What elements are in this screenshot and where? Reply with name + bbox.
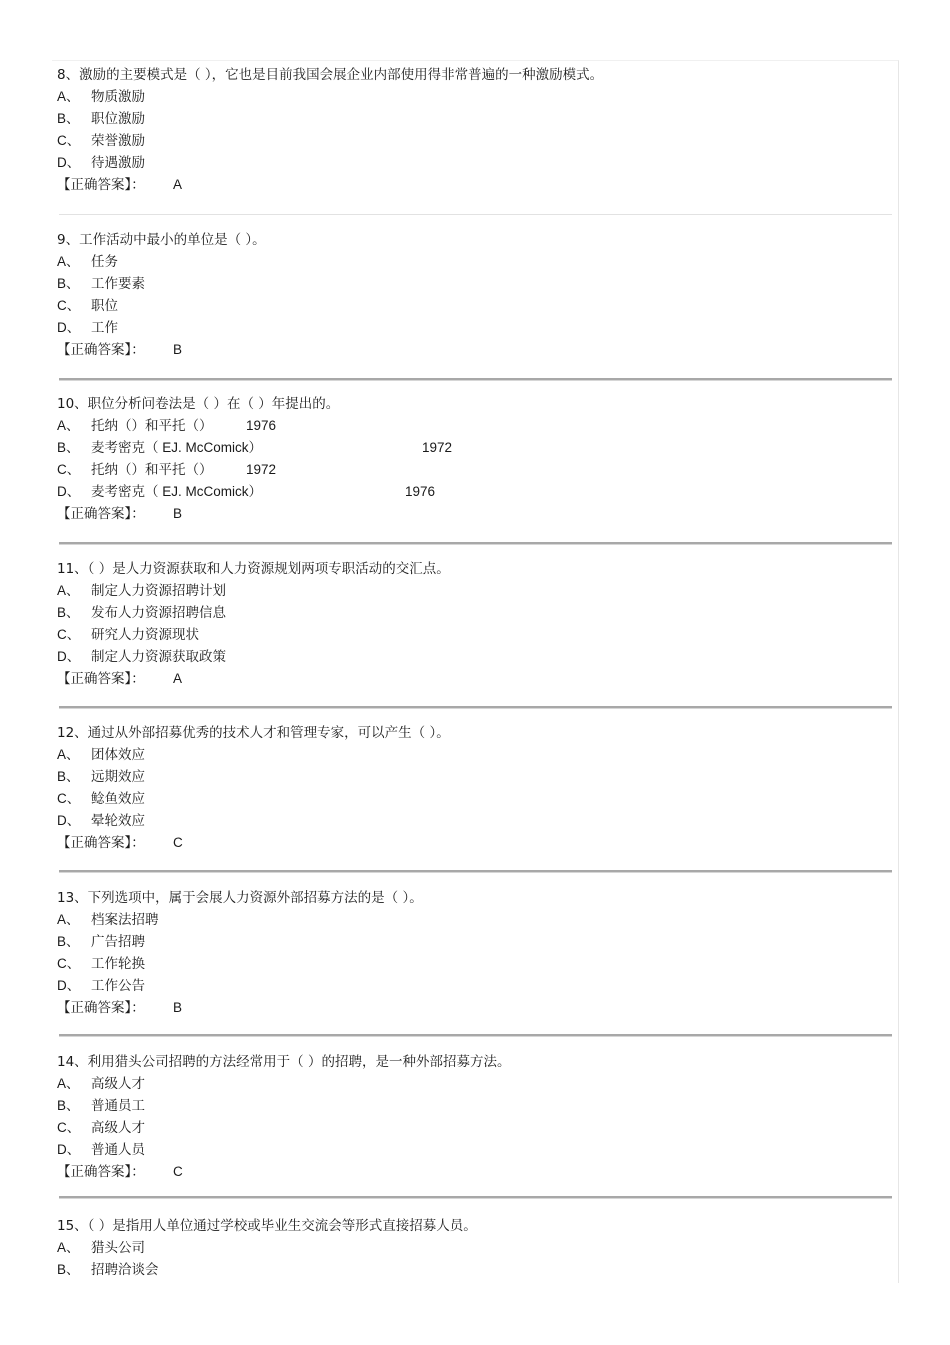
option-c <box>57 953 892 975</box>
option-b <box>57 766 892 788</box>
question-stem: 15、（ ）是指用人单位通过学校或毕业生交流会等形式直接招募人员。 <box>57 1218 477 1234</box>
option-year: 1972 <box>246 462 277 477</box>
option-letter: D、 <box>57 649 81 664</box>
question-divider <box>59 706 892 708</box>
option-text: 工作要素 <box>91 276 145 292</box>
option-letter: B、 <box>57 111 80 126</box>
answer-value: C <box>173 835 183 850</box>
option-letter: C、 <box>57 133 81 148</box>
question-stem: 10、职位分析问卷法是（ ）在（ ）年提出的。 <box>57 396 340 412</box>
question-14 <box>57 1051 892 1183</box>
answer-line <box>57 668 892 690</box>
option-letter: D、 <box>57 320 81 335</box>
option-letter: D、 <box>57 155 81 170</box>
option-a <box>57 415 892 437</box>
option-text: 档案法招聘 <box>91 912 159 928</box>
question-10 <box>57 393 892 525</box>
option-c <box>57 1117 892 1139</box>
answer-line <box>57 1161 892 1183</box>
question-stem: 12、通过从外部招募优秀的技术人才和管理专家，可以产生（ ）。 <box>57 725 450 741</box>
option-a <box>57 580 892 602</box>
option-letter: D、 <box>57 978 81 993</box>
option-text: 物质激励 <box>91 89 145 105</box>
option-letter: D、 <box>57 813 81 828</box>
option-text: 职位激励 <box>91 111 145 127</box>
option-letter: C、 <box>57 462 81 477</box>
answer-line <box>57 339 892 361</box>
option-text: 制定人力资源获取政策 <box>91 649 226 665</box>
option-d <box>57 152 892 174</box>
question-8 <box>57 64 892 196</box>
question-stem: 8、激励的主要模式是（ ），它也是目前我国会展企业内部使用得非常普遍的一种激励模式。 <box>57 67 604 83</box>
answer-line <box>57 832 892 854</box>
option-text: 高级人才 <box>91 1120 145 1136</box>
option-text: 普通员工 <box>91 1098 145 1114</box>
option-text: 托纳（）和平托（） <box>91 418 213 434</box>
option-c <box>57 130 892 152</box>
option-c <box>57 459 892 481</box>
option-letter: A、 <box>57 254 80 269</box>
option-letter: C、 <box>57 627 81 642</box>
option-letter: D、 <box>57 484 81 499</box>
option-d <box>57 317 892 339</box>
option-d <box>57 810 892 832</box>
option-a <box>57 1073 892 1095</box>
answer-label: 【正确答案】： <box>57 1164 145 1180</box>
option-letter: D、 <box>57 1142 81 1157</box>
option-text: 招聘洽谈会 <box>91 1262 159 1278</box>
answer-line <box>57 997 892 1019</box>
question-stem: 9、工作活动中最小的单位是（ ）。 <box>57 232 266 248</box>
option-a <box>57 251 892 273</box>
option-text: 普通人员 <box>91 1142 145 1158</box>
question-divider <box>59 214 892 215</box>
option-letter: A、 <box>57 912 80 927</box>
option-d <box>57 1139 892 1161</box>
option-text: 广告招聘 <box>91 934 145 950</box>
question-stem: 11、（ ）是人力资源获取和人力资源规划两项专职活动的交汇点。 <box>57 561 450 577</box>
option-letter: B、 <box>57 440 80 455</box>
option-text: 远期效应 <box>91 769 145 785</box>
option-letter: A、 <box>57 1240 80 1255</box>
option-year: 1976 <box>246 418 277 433</box>
option-text: 制定人力资源招聘计划 <box>91 583 226 599</box>
option-text: 待遇激励 <box>91 155 145 171</box>
question-12 <box>57 722 892 854</box>
option-year: 1972 <box>422 440 453 455</box>
answer-value: B <box>173 342 183 357</box>
option-b <box>57 108 892 130</box>
option-text: 高级人才 <box>91 1076 145 1092</box>
answer-line <box>57 174 892 196</box>
option-a <box>57 744 892 766</box>
answer-label: 【正确答案】： <box>57 177 145 193</box>
question-divider <box>59 542 892 544</box>
answer-label: 【正确答案】： <box>57 835 145 851</box>
option-text: 工作 <box>91 320 118 336</box>
option-text: 麦考密克（ EJ. McComick） <box>91 440 263 455</box>
question-divider <box>59 1196 892 1198</box>
option-letter: A、 <box>57 583 80 598</box>
option-b <box>57 1259 892 1281</box>
question-9 <box>57 229 892 361</box>
question-divider <box>59 378 892 380</box>
question-stem: 13、下列选项中，属于会展人力资源外部招募方法的是（ ）。 <box>57 890 423 906</box>
option-text: 工作公告 <box>91 978 145 994</box>
option-letter: B、 <box>57 1098 80 1113</box>
option-letter: B、 <box>57 1262 80 1277</box>
option-b <box>57 602 892 624</box>
option-text: 鲶鱼效应 <box>91 791 145 807</box>
answer-value: A <box>173 177 183 192</box>
option-text: 研究人力资源现状 <box>91 627 199 643</box>
answer-value: B <box>173 1000 183 1015</box>
document-page <box>52 60 899 1283</box>
option-c <box>57 624 892 646</box>
option-a <box>57 86 892 108</box>
option-c <box>57 295 892 317</box>
option-text: 麦考密克（ EJ. McComick） <box>91 484 263 499</box>
question-divider <box>59 870 892 872</box>
answer-value: C <box>173 1164 183 1179</box>
question-11 <box>57 558 892 690</box>
option-text: 职位 <box>91 298 118 314</box>
answer-label: 【正确答案】： <box>57 342 145 358</box>
answer-value: A <box>173 671 183 686</box>
option-letter: B、 <box>57 605 80 620</box>
option-letter: B、 <box>57 769 80 784</box>
option-letter: B、 <box>57 276 80 291</box>
question-15 <box>57 1215 892 1281</box>
option-letter: A、 <box>57 1076 80 1091</box>
question-stem: 14、利用猎头公司招聘的方法经常用于（ ）的招聘，是一种外部招募方法。 <box>57 1054 511 1070</box>
option-letter: A、 <box>57 89 80 104</box>
answer-label: 【正确答案】： <box>57 506 145 522</box>
option-year: 1976 <box>405 484 436 499</box>
answer-label: 【正确答案】： <box>57 671 145 687</box>
option-letter: C、 <box>57 1120 81 1135</box>
question-13 <box>57 887 892 1019</box>
option-a <box>57 909 892 931</box>
option-b <box>57 437 892 459</box>
option-letter: A、 <box>57 418 80 433</box>
option-d <box>57 646 892 668</box>
option-a <box>57 1237 892 1259</box>
option-text: 发布人力资源招聘信息 <box>91 605 226 621</box>
option-text: 托纳（）和平托（） <box>91 462 213 478</box>
option-c <box>57 788 892 810</box>
option-text: 荣誉激励 <box>91 133 145 149</box>
option-b <box>57 273 892 295</box>
answer-label: 【正确答案】： <box>57 1000 145 1016</box>
option-text: 晕轮效应 <box>91 813 145 829</box>
option-text: 猎头公司 <box>91 1240 145 1256</box>
option-d <box>57 481 892 503</box>
option-b <box>57 1095 892 1117</box>
option-letter: C、 <box>57 791 81 806</box>
option-letter: C、 <box>57 956 81 971</box>
option-text: 团体效应 <box>91 747 145 763</box>
option-b <box>57 931 892 953</box>
option-text: 工作轮换 <box>91 956 145 972</box>
option-letter: A、 <box>57 747 80 762</box>
option-letter: C、 <box>57 298 81 313</box>
option-d <box>57 975 892 997</box>
question-divider <box>59 1034 892 1036</box>
option-text: 任务 <box>91 254 118 270</box>
answer-value: B <box>173 506 183 521</box>
answer-line <box>57 503 892 525</box>
option-letter: B、 <box>57 934 80 949</box>
